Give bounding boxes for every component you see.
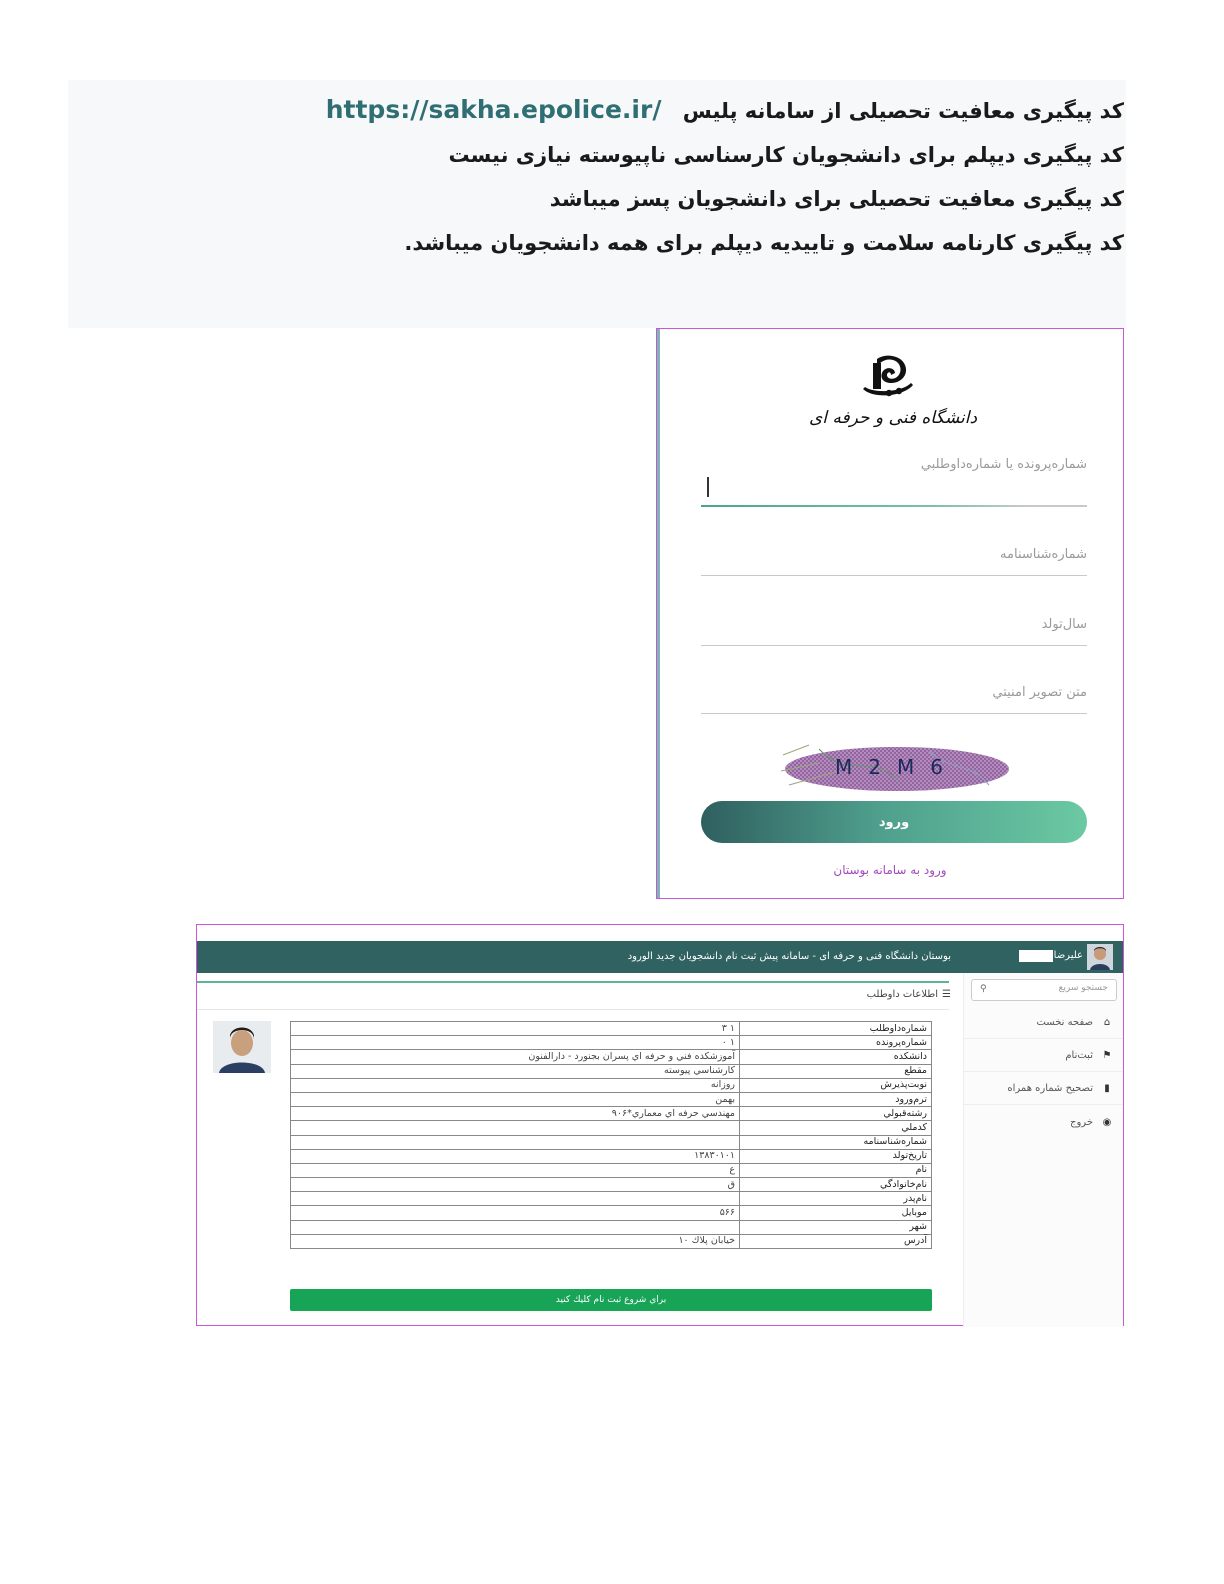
table-row: دانشكده آموزشکده فني و حرفه اي پسران بجنورد - دارالفنون <box>291 1050 932 1064</box>
text-caret <box>707 477 709 497</box>
section-divider <box>197 1009 949 1010</box>
university-logo <box>808 353 978 433</box>
birth-certificate-underline <box>701 575 1087 576</box>
toggle-icon: ◉ <box>1102 1116 1112 1128</box>
captcha-text-underline <box>701 713 1087 714</box>
home-icon: ⌂ <box>1103 1017 1111 1028</box>
instruction-line-1 <box>68 88 1126 133</box>
bostan-system-link[interactable]: ورود به سامانه بوستان <box>833 863 947 877</box>
table-row: نام ع <box>291 1163 932 1177</box>
user-avatar-small[interactable] <box>1087 944 1113 970</box>
captcha-text-label: متن تصوير امنيتي <box>992 685 1087 700</box>
table-row: شماره‌داوطلب ۱ ۳ <box>291 1022 932 1036</box>
header-accent-line <box>197 981 949 983</box>
user-name: علیرضا <box>1053 950 1083 961</box>
file-number-underline <box>701 505 1087 507</box>
sidebar-item-fix-mobile[interactable] <box>963 1073 1123 1105</box>
sidebar-item-logout[interactable] <box>963 1106 1123 1138</box>
login-button[interactable]: ورود <box>701 801 1087 843</box>
table-row: ترم‌ورود بهمن <box>291 1092 932 1106</box>
file-number-field[interactable] <box>701 457 1087 509</box>
search-icon[interactable]: ⚲ <box>980 984 987 994</box>
table-row: شماره‌شناسنامه <box>291 1135 932 1149</box>
instruction-line-4: کد پیگیری کارنامه سلامت و تاییدیه دیپلم برای همه دانشجویان میباشد. <box>404 231 1124 255</box>
dashboard-header <box>197 941 1123 973</box>
instructions-box <box>68 80 1126 328</box>
birth-year-underline <box>701 645 1087 646</box>
sidebar-item-home[interactable] <box>963 1007 1123 1039</box>
start-registration-button[interactable]: براي شروع ثبت نام كليك كنيد <box>290 1289 932 1311</box>
table-row: آدرس خيابان پلاك ۱۰ <box>291 1234 932 1248</box>
candidate-photo <box>213 1021 271 1073</box>
instruction-line-1-text: کد پیگیری معافیت تحصیلی از سامانه پلیس <box>682 99 1124 123</box>
list-icon: ☰ <box>942 989 951 1000</box>
candidate-info-title: اطلاعات داوطلب <box>866 989 939 1000</box>
table-row: كدملي <box>291 1121 932 1135</box>
captcha-image <box>779 741 1009 793</box>
captcha-characters: M2M6 <box>835 755 959 779</box>
bell-icon: ⚑ <box>1102 1050 1112 1061</box>
table-row: نام‌خانوادگي ق <box>291 1178 932 1192</box>
sidebar-item-register[interactable] <box>963 1040 1123 1072</box>
login-card <box>656 328 1124 899</box>
instruction-line-3: کد پیگیری معافیت تحصیلی برای دانشجویان پسز میباشد <box>549 187 1124 211</box>
candidate-info-table <box>290 1021 932 1249</box>
table-row: تاريخ‌تولد ۱۳۸۳۰۱۰۱ <box>291 1149 932 1163</box>
table-row: شهر <box>291 1220 932 1234</box>
file-number-label: شماره‌پرونده يا شماره‌داوطلبي <box>920 457 1087 472</box>
dashboard-screenshot <box>196 924 1124 1326</box>
quick-search-input[interactable] <box>998 983 1108 993</box>
table-row: موبايل ۵۶۶ <box>291 1206 932 1220</box>
logo-text: دانشگاه فنی و حرفه ای <box>808 408 978 428</box>
candidate-photo-image <box>213 1021 271 1073</box>
birth-year-label: سال‌تولد <box>1041 617 1087 632</box>
birth-year-field[interactable] <box>701 617 1087 647</box>
table-row: شماره‌پرونده ۱ ۰ <box>291 1036 932 1050</box>
epolice-url[interactable]: https://sakha.epolice.ir/ <box>325 95 662 124</box>
table-row: مقطع كارشناسي پيوسته <box>291 1064 932 1078</box>
sidebar-item-label: ثبت‌نام <box>1065 1050 1093 1061</box>
user-avatar-small-icon <box>1087 944 1113 970</box>
instruction-line-2: کد پیگیری دیپلم برای دانشجویان کارسناسی ناپیوسته نیازی نیست <box>448 143 1124 167</box>
mobile-icon: ▮ <box>1104 1083 1110 1094</box>
dashboard-title: بوستان دانشگاه فنی و حرفه ای - سامانه پیش ثبت نام دانشجویان جدید الورود <box>627 951 951 962</box>
sidebar-item-label: صفحه نخست <box>1036 1017 1093 1028</box>
captcha-text-field[interactable] <box>701 685 1087 715</box>
quick-search[interactable] <box>971 979 1117 1001</box>
redaction-mask <box>1019 950 1053 962</box>
candidate-info-heading <box>867 989 951 1000</box>
sidebar-item-label: خروج <box>1070 1116 1093 1128</box>
birth-certificate-field[interactable] <box>701 547 1087 577</box>
sidebar-item-label: تصحیح شماره همراه <box>1007 1083 1093 1094</box>
sidebar <box>963 973 1123 1327</box>
table-row: رشته‌قبولي مهندسي حرفه اي معماري*۹۰۶ <box>291 1107 932 1121</box>
birth-certificate-label: شماره‌شناسنامه <box>1000 547 1087 562</box>
table-row: نوبت‌پذيرش روزانه <box>291 1078 932 1092</box>
table-row: نام‌پدر <box>291 1192 932 1206</box>
